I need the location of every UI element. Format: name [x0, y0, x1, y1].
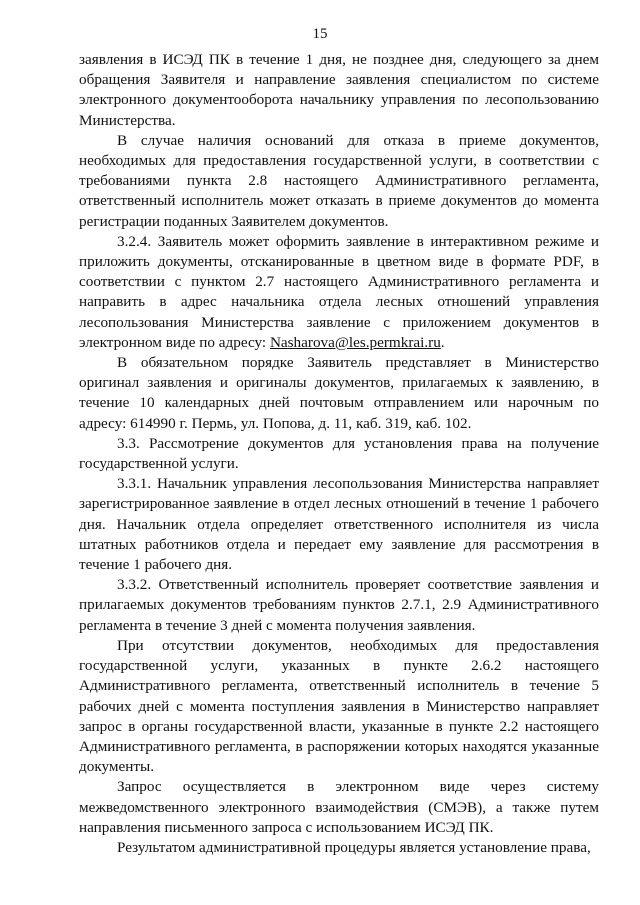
page-number: 15 — [312, 26, 328, 42]
paragraph-originals: В обязательном порядке Заявитель представляет в Министерство оригинал заявления и оригиналы документов, прилагаемых к заявлению, в течение 10 календарных дней почтовым отправлением или нарочным по адресу: 614990 г. Пермь, ул. Попова, д. 11, каб. 319, каб. 102. — [79, 354, 599, 432]
paragraph-3-3: 3.3. Рассмотрение документов для установления права на получение государственной услуги. — [79, 434, 599, 473]
document-body — [79, 50, 599, 858]
email-suffix: . — [440, 333, 445, 351]
paragraph-refusal: В случае наличия оснований для отказа в приеме документов, необходимых для предоставления государственной услуги, в соответствии с требованиями пункта 2.8 настоящего Административного регламента, ответственный исполнитель может отказать в приеме документов до момента регистрации поданных Заявителем документов. — [79, 131, 599, 230]
paragraph-3-2-4 — [79, 232, 599, 353]
paragraph-missing-documents: При отсутствии документов, необходимых для предоставления государственной услуги, указанных в пункте 2.6.2 настоящего Административного регламента, ответственный исполнитель в течение 5 рабочих дней с момента поступления заявления в Министерство направляет запрос в органы государственной власти, указанные в пункте 2.2 настоящего Административного регламента, в распоряжении которых находятся указанные документы. — [79, 636, 599, 776]
paragraph-3-2-4-text: 3.2.4. Заявитель может оформить заявление в интерактивном режиме и приложить документы, отсканированные в цветном виде в формате PDF, в соответствии с пунктом 2.7 настоящего Административного регламента и направить в адрес начальника отдела лесных отношений управления лесопользования Министерства заявление с приложением документов в электронном виде по адресу: — [79, 232, 599, 351]
email-link[interactable]: Nasharova@les.permkrai.ru — [269, 333, 441, 351]
paragraph-3-3-2: 3.3.2. Ответственный исполнитель проверяет соответствие заявления и прилагаемых документов требованиям пунктов 2.7.1, 2.9 Административного регламента в течение 3 дней с момента получения заявления. — [79, 576, 599, 634]
paragraph-request: Запрос осуществляется в электронном виде через систему межведомственного электронного взаимодействия (СМЭВ), а также путем направления письменного запроса с использованием ИСЭД ПК. — [79, 778, 599, 836]
paragraph-3-3-1: 3.3.1. Начальник управления лесопользования Министерства направляет зарегистрированное заявление в отдел лесных отношений в течение 1 рабочего дня. Начальник отдела определяет ответственного исполнителя из числа штатных работников отдела и передает ему заявление для рассмотрения в течение 1 рабочего дня. — [79, 475, 599, 574]
paragraph-continuation: заявления в ИСЭД ПК в течение 1 дня, не позднее дня, следующего за днем обращения Заявителя и направление заявления специалистом по системе электронного документооборота начальнику управления по лесопользованию Министерства. — [79, 51, 599, 129]
paragraph-result: Результатом административной процедуры является установление права, — [117, 838, 591, 856]
